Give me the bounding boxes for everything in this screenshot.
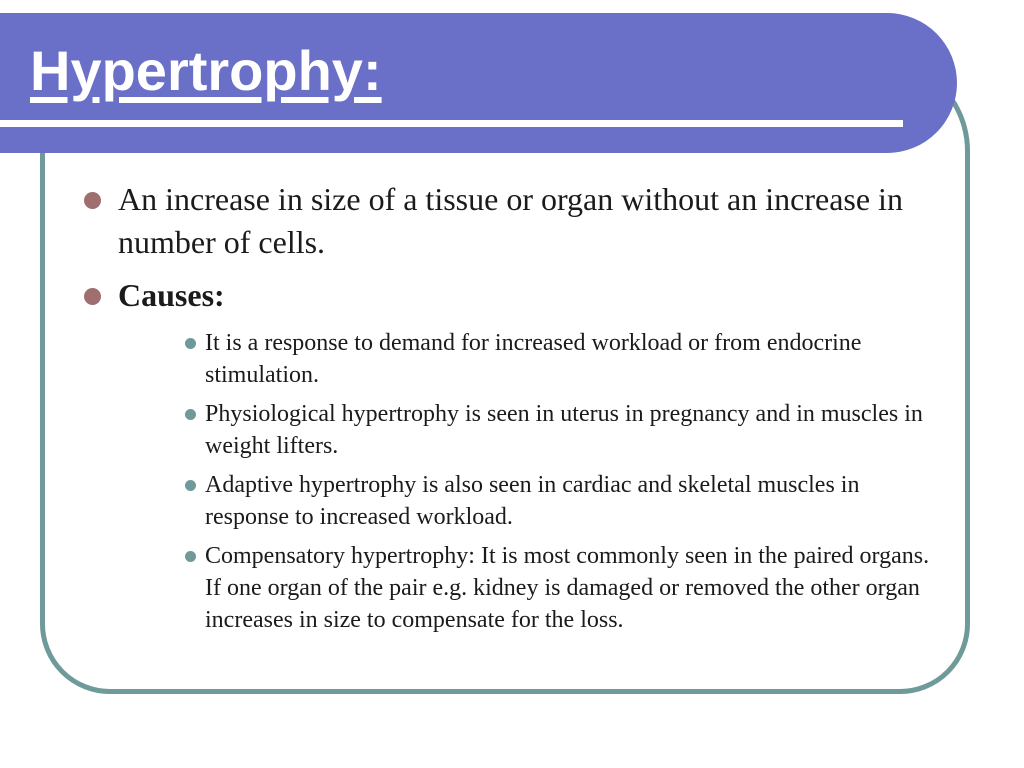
sub-bullet-item (185, 327, 946, 391)
bullet-dot-icon (185, 551, 196, 562)
sub-bullet-item (185, 469, 946, 533)
bullet-text: An increase in size of a tissue or organ without an increase in number of cells. (118, 181, 903, 260)
sub-bullet-text: Compensatory hypertrophy: It is most commonly seen in the paired organs. If one organ of the pair e.g. kidney is damaged or removed the other organ increases in size to compensate for the loss. (205, 543, 930, 633)
bullet-item (84, 178, 946, 264)
bullet-dot-icon (84, 288, 101, 305)
sub-bullet-text: Adaptive hypertrophy is also seen in cardiac and skeletal muscles in response to increased workload. (205, 472, 860, 530)
slide-title: Hypertrophy: (30, 39, 382, 102)
bullet-dot-icon (185, 480, 196, 491)
sub-bullet-item (185, 398, 946, 462)
sub-bullet-text: It is a response to demand for increased workload or from endocrine stimulation. (205, 330, 862, 388)
sub-bullet-text: Physiological hypertrophy is seen in uterus in pregnancy and in muscles in weight lifters. (205, 401, 923, 459)
bullet-dot-icon (84, 192, 101, 209)
bullet-text: Causes: (118, 277, 225, 313)
bullet-dot-icon (185, 338, 196, 349)
banner-divider-line (0, 120, 903, 127)
title-banner (0, 13, 957, 153)
body-text-block (84, 178, 946, 643)
bullet-item (84, 274, 946, 317)
sub-bullet-item (185, 540, 946, 636)
bullet-dot-icon (185, 409, 196, 420)
